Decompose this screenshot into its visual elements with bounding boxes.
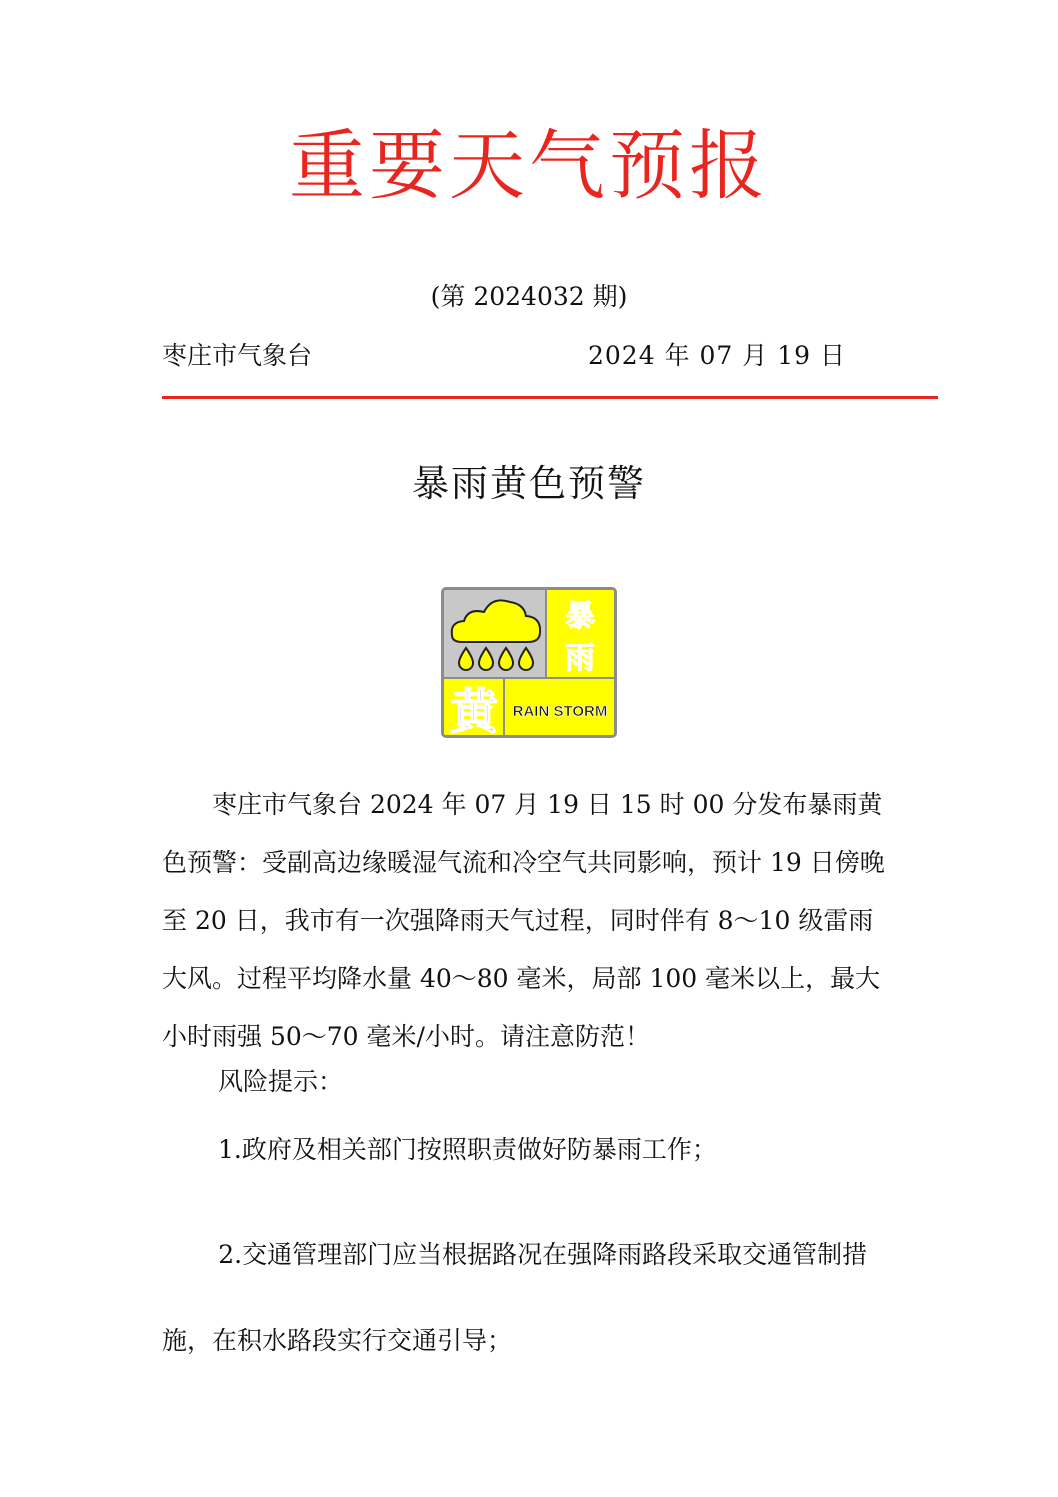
- badge-english-label: RAIN STORM: [512, 703, 608, 720]
- warning-badge-graphic: [444, 590, 614, 735]
- badge-char-bao: 暴: [565, 599, 595, 634]
- risk-heading: 风险提示：: [218, 1067, 344, 1096]
- rainstorm-yellow-warning-badge: [441, 587, 617, 738]
- badge-level-char: 黄: [449, 684, 499, 735]
- masthead-title: 重要天气预报: [289, 121, 769, 210]
- risk-item-2: 2.交通管理部门应当根据路况在强降雨路段采取交通管制措施，在积水路段实行交通引导；: [162, 1240, 868, 1355]
- warning-title: 暴雨黄色预警: [412, 462, 646, 505]
- header-divider: [162, 396, 938, 399]
- issue-number: (第 2024032 期): [430, 282, 628, 311]
- risk-item-1: 1.政府及相关部门按照职责做好防暴雨工作；: [218, 1135, 717, 1164]
- warning-paragraph: 枣庄市气象台 2024 年 07 月 19 日 15 时 00 分发布暴雨黄色预警：受副高边缘暖湿气流和冷空气共同影响，预计 19 日傍晚至 20 日，我市有一次强降雨天气过程，同时伴有 8～10 级雷雨大风。过程平均降水量 40～80 毫米，局部 100 毫米以上，最大小时雨强 50～70 毫米/小时。请注意防范！: [162, 790, 885, 1051]
- issuing-organization: 枣庄市气象台: [162, 341, 313, 370]
- badge-char-yu: 雨: [565, 641, 595, 676]
- issue-date: 2024 年 07 月 19 日: [588, 341, 846, 370]
